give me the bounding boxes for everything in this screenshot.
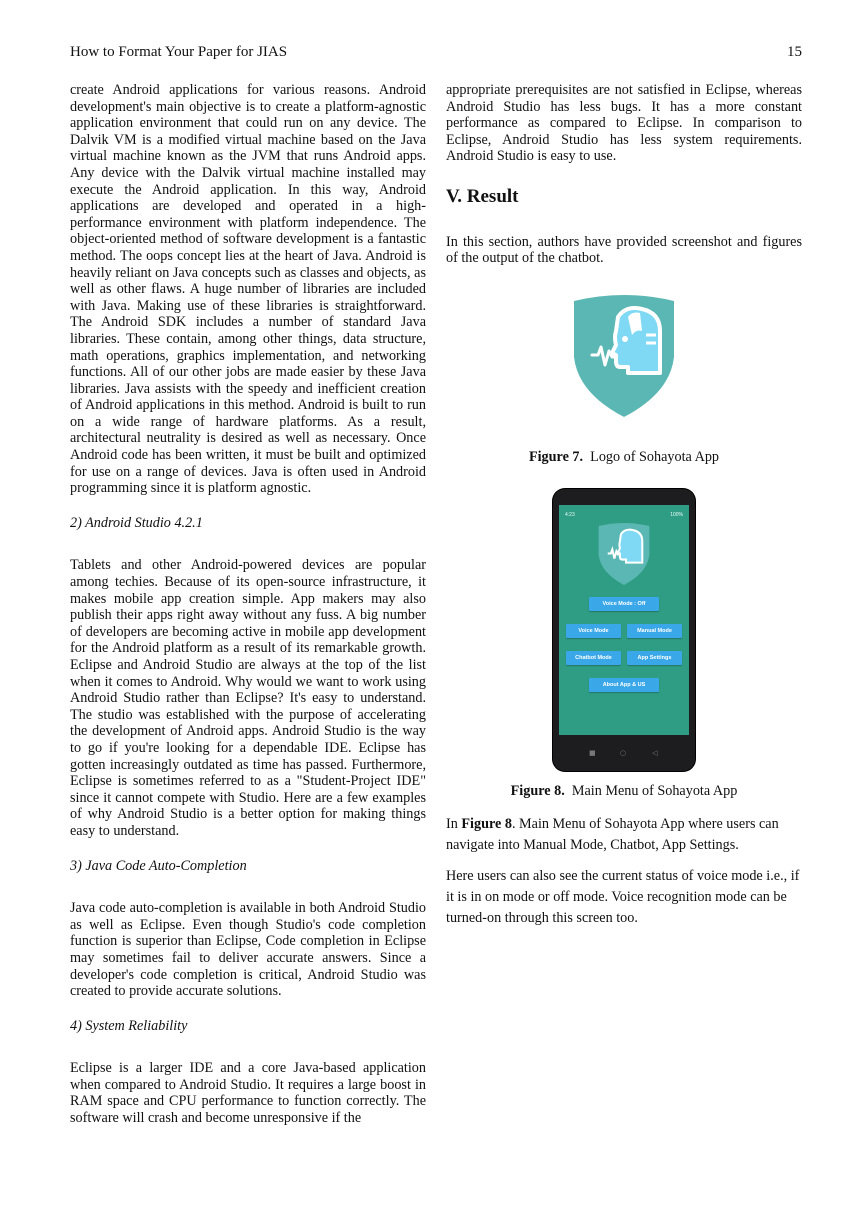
running-header: How to Format Your Paper for JIAS	[70, 44, 288, 60]
left-column	[70, 82, 426, 1127]
sohayota-logo-icon	[570, 295, 678, 421]
page-number: 15	[787, 44, 802, 60]
body-paragraph: Eclipse is a larger IDE and a core Java-based application when compared to Android Studio. It requires a large boost in RAM space and CPU performance to function correctly. The software will crash and become unresponsive if the	[70, 1060, 426, 1127]
body-paragraph: Java code auto-completion is available in both Android Studio as well as Eclipse. Even though Studio's code completion function is superior than Eclipse, Code completion in Eclipse may sometimes fail to deliver accurate answers. Since a developer's code completion is critical, Android Studio was created to provide accurate solutions.	[70, 900, 426, 1000]
app-logo-icon	[591, 523, 657, 587]
home-icon[interactable]: ○	[620, 749, 627, 758]
body-paragraph: Here users can also see the current status of voice mode i.e., if it is in on mode or off mode. Voice recognition mode can be turned-on through this screen too.	[446, 867, 800, 926]
status-bar: 4:23 100%	[565, 512, 683, 519]
body-paragraph: In Figure 8. Main Menu of Sohayota App where users can navigate into Manual Mode, Chatbot, App Settings.	[446, 815, 779, 853]
back-icon[interactable]: ◁	[652, 749, 658, 758]
body-paragraph: create Android applications for various reasons. Android development's main objective is to create a platform-agnostic application environment that could run on any device. The Dalvik VM is a modified virtual machine based on the Java virtual machine known as the JVM that runs Android apps. Any device with the Dalvik virtual machine installed may execute the Android application. In this way, Android applications are developed and operated in a high-performance environment with platform independence. The object-oriented method of software development is a fantastic method. The oops concept lies at the heart of Java. Android is heavily reliant on Java concepts such as classes and objects, as well as other flaws. A huge number of libraries are included with Java. Making use of these libraries is straightforward. The Android SDK includes a number of standard Java libraries. These contain, among other things, data structure, math operations, graphics implementation, and networking functions. All of our other jobs are made easier by these Java libraries. Java assists with the speedy and inefficient creation of Android applications in this method. Android is built to run on a wide range of hardware platforms. As a result, architectural neutrality is desired as well as necessary. Once Android code has been written, it must be built and optimized for use on a range of devices. Java is often used in Android programming since it is platform agnostic.	[70, 82, 426, 497]
body-paragraph: Tablets and other Android-powered devices are popular among techies. Because of its open-source infrastructure, it makes mobile app creation simple. App makers may also publish their apps right away without any fuss. A big number of developers are becoming active in mobile app development for the Android platform as a result of its remarkable growth. Eclipse and Android Studio are always at the top of the list when it comes to Android. Why would we want to work using Android Studio rather than Eclipse? It's easy to understand. The studio was established with the purpose of accelerating the development of Android apps. Android Studio is the way to go if you're looking for a dependable IDE. Eclipse has gotten increasingly outdated as time has passed. Furthermore, Eclipse is sometimes referred to as a "Student-Project IDE" since it cannot compete with Studio. Here are a few examples of why Android Studio is a better option for making things easy to understand.	[70, 557, 426, 839]
subsection-heading: 2) Android Studio 4.2.1	[70, 514, 203, 531]
voice-mode-status-button[interactable]: Voice Mode : Off	[589, 597, 659, 611]
app-settings-button[interactable]: App Settings	[627, 651, 682, 665]
chatbot-mode-button[interactable]: Chatbot Mode	[566, 651, 621, 665]
menu-icon[interactable]: ■	[589, 749, 596, 758]
subsection-heading: 4) System Reliability	[70, 1017, 188, 1034]
figure-7-logo	[446, 295, 802, 421]
figure-8-caption: Figure 8. Main Menu of Sohayota App	[510, 783, 738, 800]
subsection-heading: 3) Java Code Auto-Completion	[70, 857, 247, 874]
body-paragraph: appropriate prerequisites are not satisfied in Eclipse, whereas Android Studio has less bugs. It has a more constant performance as compared to Eclipse. In comparison to Eclipse, Android Studio has less system requirements. Android Studio is easy to use.	[446, 82, 802, 165]
figure-8-phone	[446, 489, 802, 771]
nav-bar	[559, 741, 689, 761]
manual-mode-button[interactable]: Manual Mode	[627, 624, 682, 638]
voice-mode-button[interactable]: Voice Mode	[566, 624, 621, 638]
figure-7-caption: Figure 7. Logo of Sohayota App	[528, 448, 720, 465]
body-paragraph: In this section, authors have provided screenshot and figures of the output of the chatbot.	[446, 233, 802, 267]
about-button[interactable]: About App & US	[589, 678, 659, 692]
section-title: V. Result	[446, 185, 519, 207]
app-screen	[559, 505, 689, 735]
phone-frame	[553, 489, 695, 771]
right-column	[446, 82, 802, 929]
